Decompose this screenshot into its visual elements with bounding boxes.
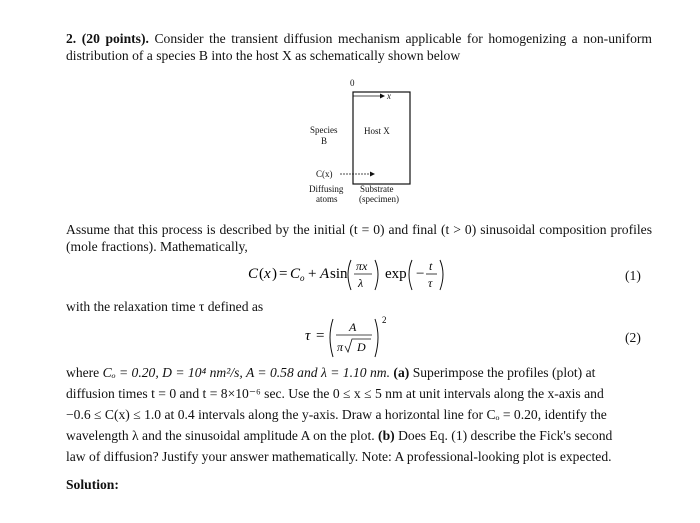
part-b-marker: (b) xyxy=(378,428,395,443)
relaxation-text: with the relaxation time τ defined as xyxy=(66,299,264,314)
parameter-values: Cₒ = 0.20, D = 10⁴ nm²/s, A = 0.58 and λ = 1.10 nm. xyxy=(102,365,391,380)
where-line-5: law of diffusion? Justify your answer mathematically. Note: A professional-looking plot is expected. xyxy=(66,449,612,464)
svg-text:2: 2 xyxy=(382,315,387,325)
solution-label: Solution: xyxy=(66,477,119,492)
diffusing-label: Diffusing xyxy=(309,184,344,194)
svg-text:=: = xyxy=(279,266,288,282)
species-label: Species xyxy=(310,125,338,135)
svg-text:C: C xyxy=(290,266,301,282)
where-paragraph xyxy=(66,362,652,467)
svg-text:τ: τ xyxy=(305,328,311,344)
equation-2-number: (2) xyxy=(625,330,641,345)
diffusion-schematic xyxy=(300,78,420,208)
specimen-label: (specimen) xyxy=(359,194,399,204)
host-label: Host X xyxy=(364,126,390,136)
equation-2 xyxy=(305,313,395,361)
substrate-label: Substrate xyxy=(360,184,394,194)
svg-text:τ: τ xyxy=(428,276,433,290)
cx-arrowhead xyxy=(370,172,375,177)
where-line-3: −0.6 ≤ C(x) ≤ 1.0 at 0.4 intervals along the y-axis. Draw a horizontal line for Cₒ = 0.20, identify the xyxy=(66,407,607,422)
problem-intro xyxy=(66,30,652,64)
equation-1-formula xyxy=(248,252,468,296)
svg-text:+: + xyxy=(308,266,317,282)
svg-text:λ: λ xyxy=(358,276,364,290)
where-line-4: wavelength λ and the sinusoidal amplitude A on the plot. (b) Does Eq. (1) describe the Fick's second xyxy=(66,428,613,443)
equation-2-formula xyxy=(305,313,395,361)
svg-text:A: A xyxy=(320,266,330,282)
x-label: x xyxy=(387,91,391,101)
svg-text:=: = xyxy=(316,328,325,344)
svg-text:(: ( xyxy=(259,266,264,282)
where-line-1: where Cₒ = 0.20, D = 10⁴ nm²/s, A = 0.58 and λ = 1.10 nm. (a) Superimpose the profiles (plot) at xyxy=(66,365,596,380)
part-a-marker: (a) xyxy=(393,365,410,380)
assume-paragraph: Assume that this process is described by the initial (t = 0) and final (t > 0) sinusoidal composition profiles (mole fractions). Mathematically, xyxy=(66,222,652,254)
problem-intro-text: Consider the transient diffusion mechanism applicable for homogenizing a non-uniform distribution of a species B into the host X as schematically shown below xyxy=(66,31,652,63)
equation-1 xyxy=(248,252,468,296)
host-box xyxy=(353,92,410,184)
svg-text:o: o xyxy=(300,273,305,283)
origin-label: 0 xyxy=(350,78,355,88)
svg-text:π: π xyxy=(337,340,344,354)
svg-text:πx: πx xyxy=(356,259,368,273)
species-b-label: B xyxy=(321,136,328,146)
cx-label: C(x) xyxy=(316,169,333,179)
svg-text:C: C xyxy=(248,266,259,282)
svg-text:−: − xyxy=(416,266,425,282)
problem-number: 2. (20 points). xyxy=(66,31,149,46)
svg-text:D: D xyxy=(357,340,366,354)
svg-text:x: x xyxy=(264,266,271,282)
svg-text:t: t xyxy=(429,259,433,273)
equation-1-number: (1) xyxy=(625,268,641,283)
svg-text:): ) xyxy=(272,266,277,282)
svg-text:sin: sin xyxy=(330,266,348,282)
x-axis-arrowhead xyxy=(380,94,385,99)
svg-text:A: A xyxy=(349,320,357,334)
svg-text:exp: exp xyxy=(385,266,407,282)
where-line-2: diffusion times t = 0 and t = 8×10⁻⁶ sec. Use the 0 ≤ x ≤ 5 nm at unit intervals along the x-axis and xyxy=(66,386,604,401)
atoms-label: atoms xyxy=(316,194,338,204)
